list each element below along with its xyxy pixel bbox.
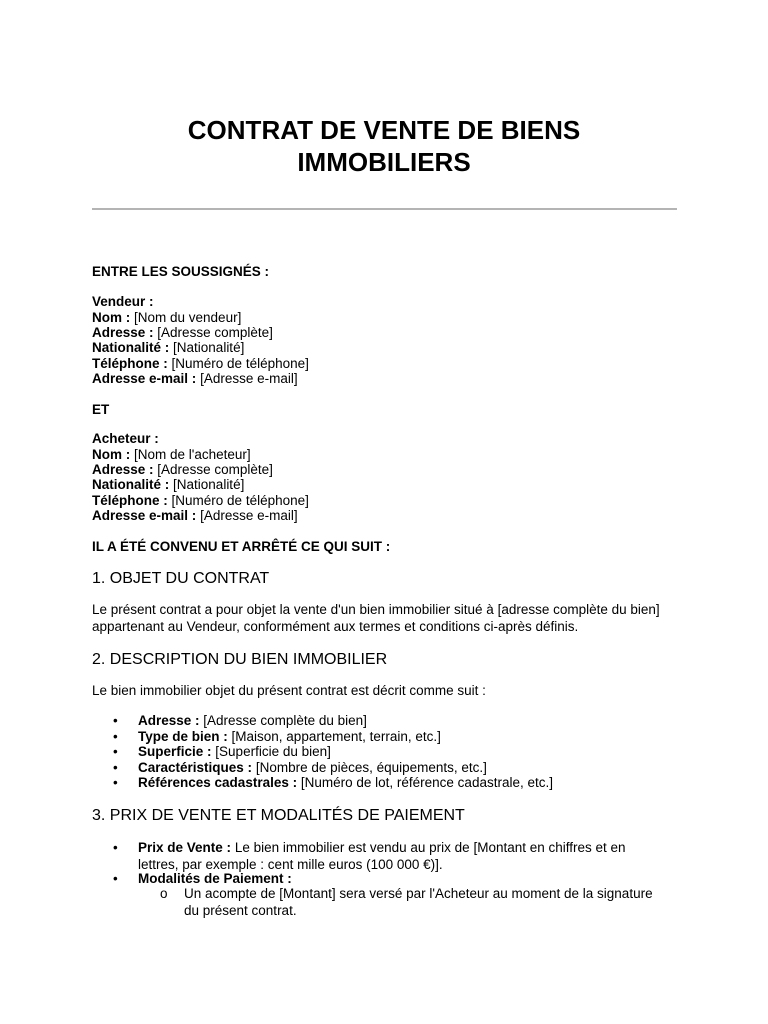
document-title bbox=[92, 114, 676, 178]
sub-list-item: Un acompte de [Montant] sera versé par l'Acheteur au moment de la signature du présent contrat. bbox=[184, 886, 653, 918]
list-item: Prix de Vente : Le bien immobilier est vendu au prix de [Montant en chiffres et en lettres, par exemple : cent mille euros (100 000 €)]. bbox=[138, 840, 626, 872]
bullet-icon: • bbox=[113, 729, 118, 744]
bullet-icon: • bbox=[113, 713, 118, 728]
bullet-icon: • bbox=[113, 840, 118, 855]
section-1-text: Le présent contrat a pour objet la vente d'un bien immobilier situé à [adresse complète du bien] appartenant au Vendeur, conformément aux termes et conditions ci-après définis. bbox=[92, 602, 660, 634]
sub-bullet-icon: o bbox=[160, 886, 168, 901]
bullet-icon: • bbox=[113, 744, 118, 759]
title-line-1: CONTRAT DE VENTE DE BIENS bbox=[187, 115, 581, 145]
vendeur-field: Adresse e-mail : [Adresse e-mail] bbox=[92, 371, 298, 386]
bullet-icon: • bbox=[113, 871, 118, 886]
acheteur-field: Adresse e-mail : [Adresse e-mail] bbox=[92, 508, 298, 523]
acheteur-field: Nationalité : [Nationalité] bbox=[92, 477, 245, 492]
acheteur-field: Téléphone : [Numéro de téléphone] bbox=[92, 493, 309, 508]
agreement-statement: IL A ÉTÉ CONVENU ET ARRÊTÉ CE QUI SUIT : bbox=[92, 539, 391, 554]
vendeur-field: Téléphone : [Numéro de téléphone] bbox=[92, 356, 309, 371]
title-line-2: IMMOBILIERS bbox=[297, 147, 471, 177]
et-separator: ET bbox=[92, 402, 110, 417]
title-divider bbox=[92, 208, 677, 210]
section-2-intro: Le bien immobilier objet du présent contrat est décrit comme suit : bbox=[92, 683, 486, 698]
section-3-heading: 3. PRIX DE VENTE ET MODALITÉS DE PAIEMENT bbox=[92, 807, 465, 824]
list-item: Caractéristiques : [Nombre de pièces, équipements, etc.] bbox=[138, 760, 487, 775]
bullet-icon: • bbox=[113, 775, 118, 790]
acheteur-field: Nom : [Nom de l'acheteur] bbox=[92, 447, 251, 462]
list-item: Type de bien : [Maison, appartement, terrain, etc.] bbox=[138, 729, 441, 744]
parties-intro: ENTRE LES SOUSSIGNÉS : bbox=[92, 264, 270, 279]
vendeur-field: Nom : [Nom du vendeur] bbox=[92, 310, 242, 325]
vendeur-field: Nationalité : [Nationalité] bbox=[92, 340, 245, 355]
acheteur-field: Adresse : [Adresse complète] bbox=[92, 462, 273, 477]
bullet-icon: • bbox=[113, 760, 118, 775]
acheteur-heading: Acheteur : bbox=[92, 431, 159, 446]
list-item: Superficie : [Superficie du bien] bbox=[138, 744, 331, 759]
list-item: Modalités de Paiement : bbox=[138, 871, 292, 886]
list-item: Adresse : [Adresse complète du bien] bbox=[138, 713, 367, 728]
list-item: Références cadastrales : [Numéro de lot, référence cadastrale, etc.] bbox=[138, 775, 553, 790]
section-1-heading: 1. OBJET DU CONTRAT bbox=[92, 570, 270, 587]
vendeur-heading: Vendeur : bbox=[92, 294, 154, 309]
vendeur-field: Adresse : [Adresse complète] bbox=[92, 325, 273, 340]
section-2-heading: 2. DESCRIPTION DU BIEN IMMOBILIER bbox=[92, 651, 388, 668]
